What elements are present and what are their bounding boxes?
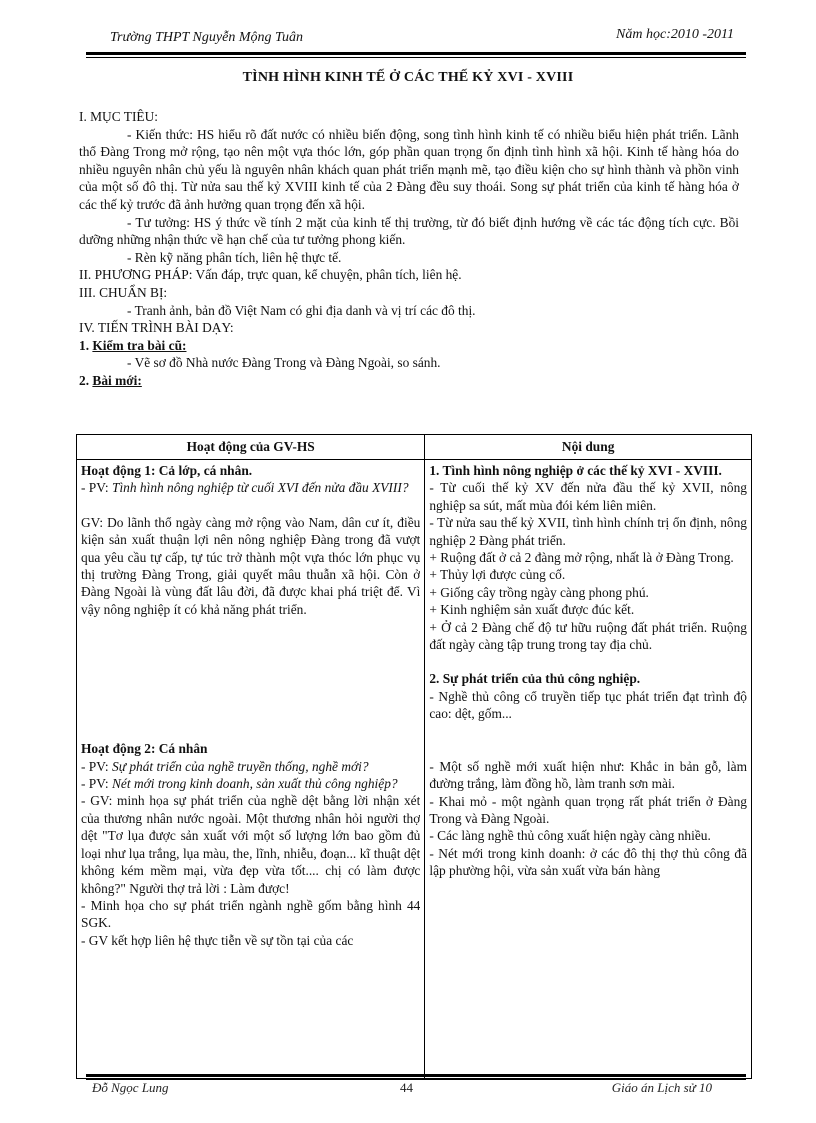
check-label: Kiểm tra bài cũ:	[92, 337, 187, 353]
activities-cell	[77, 460, 425, 1079]
pv-prefix: - PV:	[81, 776, 112, 792]
activity-1-explanation: GV: Do lãnh thổ ngày càng mở rộng vào Nam, dân cư ít, điều kiện sản xuất thuận lợi nên nông nghiệp Đàng trong đã vượt qua yêu cầu tự cấp, tự túc trở thành một vựa thóc lớn phục vụ thị trường Đàng Trong, giải quyết mâu thuẫn xã hội. Còn ở Đàng Ngoài là vùng đất lâu đời, đã được khai phá triệt để. Vì vậy nông nghiệp ít có khả năng phát triển.	[81, 514, 421, 617]
objective-thought: - Tư tưởng: HS ý thức về tính 2 mặt của kinh tế thị trường, từ đó biết định hướng về các tác động tích cực. Bồi dưỡng những nhận thức về hạn chế của tư tưởng phong kiến.	[79, 214, 739, 248]
content-item: + Thủy lợi được củng cố.	[429, 567, 566, 583]
check-number: 1.	[79, 337, 93, 353]
pv-prefix: - PV:	[81, 480, 112, 496]
table-row	[77, 460, 752, 1079]
section-method: II. PHƯƠNG PHÁP: Vấn đáp, trực quan, kể chuyện, phân tích, liên hệ.	[79, 267, 462, 283]
section-objectives-title: I. MỤC TIÊU:	[79, 109, 158, 124]
content-item: - Từ cuối thế kỷ XV đến nửa đầu thế kỷ XVII, nông nghiệp sa sút, mất mùa đói kém liên miên.	[429, 480, 747, 513]
spacer	[81, 618, 420, 740]
activity-2-question-1	[81, 758, 420, 775]
activity-2-title: Hoạt động 2: Cá nhân	[81, 741, 208, 757]
footer-rule	[86, 1074, 746, 1077]
activity-1-question	[81, 479, 420, 496]
table-header-row	[77, 435, 752, 460]
spacer	[429, 653, 747, 670]
content-item: + Giống cây trồng ngày càng phong phú.	[429, 584, 649, 600]
check-old-lesson	[79, 337, 739, 355]
footer-author: Đỗ Ngọc Lung	[92, 1080, 169, 1095]
pv-text: Tình hình nông nghiệp từ cuối XVI đến nửa đầu XVIII?	[112, 480, 409, 496]
content-item: - Từ nửa sau thế kỷ XVII, tình hình chính trị ổn định, nông nghiệp 2 Đàng phát triển.	[429, 515, 747, 548]
footer-book-title: Giáo án Lịch sử 10	[611, 1080, 712, 1095]
school-name: Trường THPT Nguyễn Mộng Tuân	[110, 30, 303, 45]
lesson-table	[76, 434, 752, 1079]
content-item: + Kinh nghiệm sản xuất được đúc kết.	[429, 602, 635, 618]
content-item: - Một số nghề mới xuất hiện như: Khắc in bản gỗ, làm đường trắng, làm đồng hồ, làm tranh sơn mài.	[429, 758, 747, 792]
content-item: - Các làng nghề thủ công xuất hiện ngày càng nhiều.	[429, 828, 711, 844]
content-item: - Khai mỏ - một ngành quan trọng rất phát triển ở Đàng Trong và Đàng Ngoài.	[429, 793, 747, 826]
activity-2-practice-link: - GV kết hợp liên hệ thực tiễn về sự tồn tại của các	[81, 932, 354, 948]
content-item: - Nét mới trong kinh doanh: ở các đô thị thợ thủ công đã lập phường hội, vừa sản xuất vừa bán hàng	[429, 845, 747, 879]
check-item: - Vẽ sơ đồ Nhà nước Đàng Trong và Đàng Ngoài, so sánh.	[127, 355, 441, 371]
objective-skill: - Rèn kỹ năng phân tích, liên hệ thực tế.	[127, 249, 342, 265]
new-lesson	[79, 372, 739, 390]
new-number: 2.	[79, 372, 93, 388]
footer-page-number: 44	[400, 1080, 413, 1095]
content-item: + Ruộng đất ở cả 2 đàng mở rộng, nhất là ở Đàng Trong.	[429, 550, 734, 566]
section-process-title: IV. TIẾN TRÌNH BÀI DẠY:	[79, 320, 234, 336]
spacer	[81, 497, 420, 514]
content-item: + Ở cả 2 Đàng chế độ tư hữu ruộng đất phát triển. Ruộng đất ngày càng tập trung trong tay địa chủ.	[429, 619, 747, 653]
activity-2-question-2	[81, 775, 420, 792]
content-item: - Nghề thủ công cổ truyền tiếp tục phát triển đạt trình độ cao: dệt, gốm...	[429, 688, 747, 722]
header-rule-thin	[86, 57, 746, 58]
prep-item: - Tranh ảnh, bản đồ Việt Nam có ghi địa danh và vị trí các đô thị.	[127, 302, 476, 318]
header-rule	[86, 52, 746, 55]
spacer	[429, 723, 747, 758]
lesson-intro	[79, 108, 739, 390]
pv-prefix: - PV:	[81, 758, 112, 774]
activity-1-title: Hoạt động 1: Cả lớp, cá nhân.	[81, 463, 253, 478]
section-prep-title: III. CHUẨN BỊ:	[79, 284, 168, 300]
header-activities: Hoạt động của GV-HS	[77, 435, 425, 460]
page-title: TÌNH HÌNH KINH TẾ Ở CÁC THẾ KỶ XVI - XVIII	[242, 70, 574, 85]
content-cell	[425, 460, 752, 1079]
new-label: Bài mới:	[92, 372, 142, 388]
content-heading-2: 2. Sự phát triển của thủ công nghiệp.	[429, 671, 641, 687]
header-content: Nội dung	[425, 435, 752, 460]
activity-2-pottery-example: - Minh họa cho sự phát triển ngành nghề gốm bằng hình 44 SGK.	[81, 897, 421, 931]
pv-text: Nét mới trong kinh doanh, sản xuất thủ công nghiệp?	[112, 776, 398, 792]
content-heading-1: 1. Tình hình nông nghiệp ở các thế kỷ XVI - XVIII.	[429, 463, 722, 478]
activity-2-weaving-example: - GV: minh họa sự phát triển của nghề dệt bằng lời nhận xét của thương nhân nước ngoài. Một thương nhân hỏi người thợ dệt "Tơ lụa được sản xuất với một số lượng lớn bao gồm đủ loại như lụa trắng, lụa màu, the, lĩnh, nhiễu, đoạn... kĩ thuật dệt không kém mềm mại, vừa đẹp vừa tốt.... chị có làm được không?" Người thợ trả lời : Làm được!	[81, 793, 421, 896]
school-year: Năm học:2010 -2011	[616, 27, 734, 42]
objective-knowledge: - Kiến thức: HS hiểu rõ đất nước có nhiều biến động, song tình hình kinh tế có nhiều biểu hiện phát triển. Lãnh thổ Đàng Trong mở rộng, tạo nên một vựa thóc lớn, góp phần quan trọng ổn định tình hình xã hội. Kinh tế hàng hóa do nhiều nguyên nhân chủ yếu là nguyên nhân khách quan phát triển mạnh mẽ, tạo điều kiện cho sự hình thành và phồn vinh của một số đô thị. Từ nửa sau thế kỷ XVIII kinh tế của 2 Đàng đều suy thoái. Song sự phát triển của kinh tế hàng hóa ở các thế kỷ trước đã ảnh hưởng quan trọng đến xã hội.	[79, 126, 739, 212]
pv-text: Sự phát triển của nghề truyền thống, nghề mới?	[112, 758, 369, 774]
